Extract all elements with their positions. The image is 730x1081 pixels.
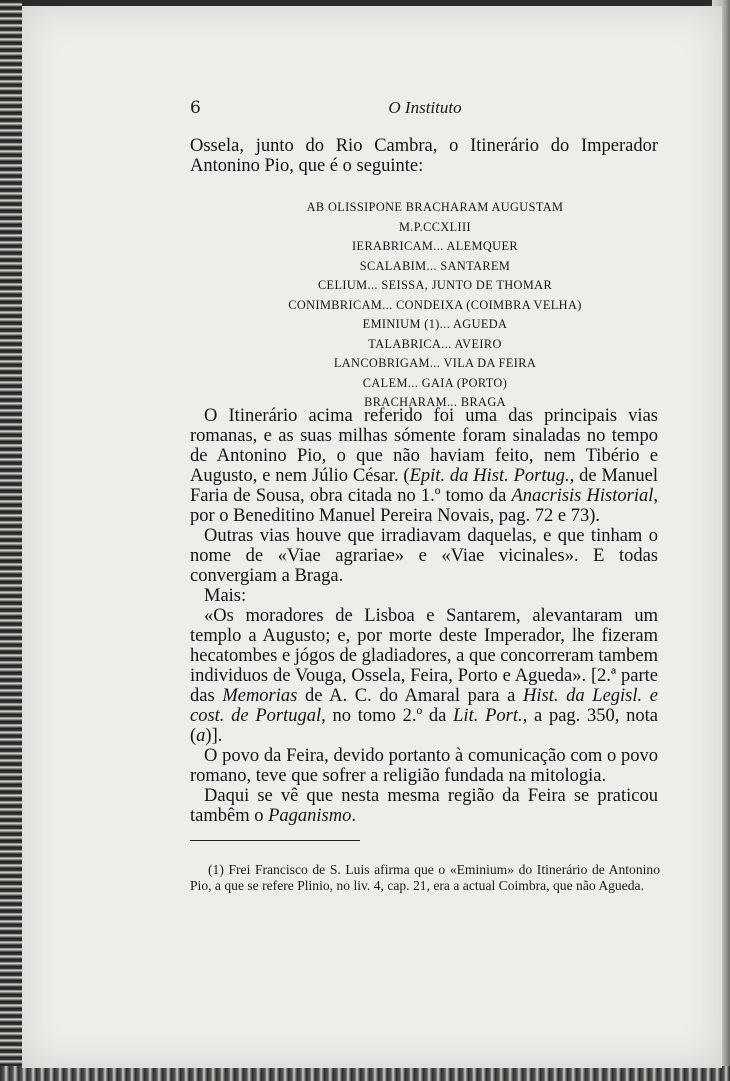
intro-paragraph: Ossela, junto do Rio Cambra, o Itinerário do Imperador Antonino Pio, que é o seguinte: — [190, 136, 658, 176]
itinerary-line: EMINIUM (1)... AGUEDA — [362, 317, 508, 331]
footnote-divider — [190, 840, 360, 841]
page-header — [190, 98, 660, 124]
paragraph-quote: «Os moradores de Lisboa e Santarem, alevantaram um templo a Augusto; e, por morte deste Imperador, lhe fizeram hecatombes e jógos de gladiadores, a que concorreram tambem individuos de Vouga, Ossela, Feira, Porto e Agueda». [2.ª parte das Memorias de A. C. do Amaral para a Hist. da Legisl. e cost. de Portugal, no tomo 2.º da Lit. Port., a pag. 350, nota (a)]. — [190, 606, 658, 746]
itinerary-line: IERABRICAM... ALEMQUER — [352, 239, 518, 253]
running-title: O Instituto — [388, 98, 462, 117]
itinerary-list — [240, 198, 630, 413]
paragraph-other-roads: Outras vias houve que irradiavam daquelas, e que tinham o nome de «Viae agrariae» e «Viae vicinales». E todas convergiam a Braga. — [190, 526, 658, 586]
itinerary-line: M.P.CCXLIII — [398, 219, 472, 234]
page-number: 6 — [190, 98, 201, 118]
itinerary-line: CALEM... GAIA (PORTO) — [362, 375, 508, 390]
body-text — [190, 406, 658, 826]
itinerary-line: LANCOBRIGAM... VILA DA FEIRA — [333, 356, 537, 370]
footnote-text: (1) Frei Francisco de S. Luis afirma que o «Eminium» do Itinerário de Antonino Pio, a que se refere Plinio, no liv. 4, cap. 21, era a actual Coimbra, que não Agueda. — [190, 862, 660, 893]
book-spine-edge — [0, 0, 22, 1081]
itinerary-line: TALABRICA... AVEIRO — [368, 336, 502, 351]
paragraph-paganismo: Daqui se vê que nesta mesma região da Feira se praticou tambêm o Paganismo. — [190, 786, 658, 826]
paragraph-itinerary-note: O Itinerário acima referido foi uma das principais vias romanas, e as suas milhas sómente foram sinaladas no tempo de Antonino Pio, o que não haviam feito, nem Tibério e Augusto, e nem Júlio César. (Epit. da Hist. Portug., de Manuel Faria de Sousa, obra citada no 1.º tomo da Anacrisis Historial, por o Beneditino Manuel Pereira Novais, pag. 72 e 73). — [190, 406, 658, 526]
itinerary-line: BRACHARAM... BRAGA — [364, 395, 506, 409]
itinerary-line: CONIMBRICAM... CONDEIXA (COIMBRA VELHA) — [288, 297, 582, 312]
footnote — [190, 862, 660, 894]
paragraph-mais: Mais: — [204, 586, 247, 606]
book-bottom-edge — [0, 1066, 730, 1081]
itinerary-line: AB OLISSIPONE BRACHARAM AUGUSTAM — [306, 200, 564, 214]
itinerary-line: SCALABIM... SANTAREM — [359, 258, 511, 273]
itinerary-line: CELIUM... SEISSA, JUNTO DE THOMAR — [317, 278, 553, 292]
paragraph-povo: O povo da Feira, devido portanto à comunicação com o povo romano, teve que sofrer a religião fundada na mitologia. — [190, 746, 658, 786]
